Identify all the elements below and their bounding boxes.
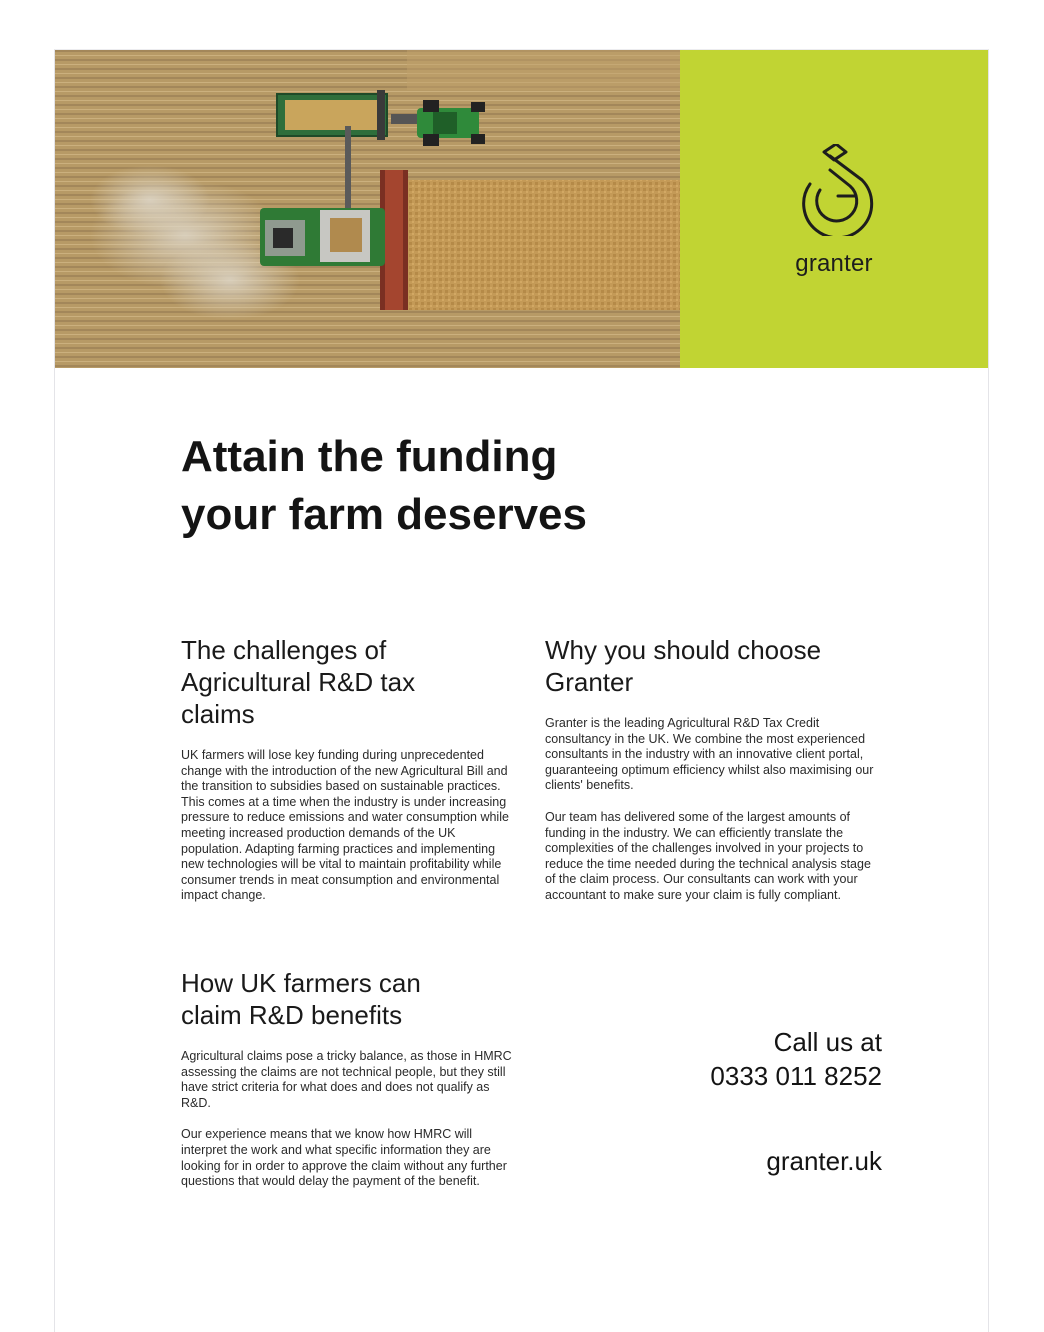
- call-label: Call us at: [773, 1027, 882, 1057]
- hero-banner: [55, 50, 988, 368]
- why-heading-line-1: Why you should choose: [545, 635, 822, 665]
- headline-line-2: your farm deserves: [181, 490, 587, 539]
- challenges-heading-line-2: Agricultural R&D tax: [181, 667, 416, 697]
- how-heading-line-2: claim R&D benefits: [181, 1000, 403, 1030]
- aerial-harvest-photo: [55, 50, 680, 368]
- why-heading-line-2: Granter: [545, 667, 634, 697]
- page-headline: [181, 428, 741, 544]
- granter-logo-icon: [792, 144, 884, 236]
- why-granter-section: [545, 634, 875, 904]
- contact-block: [710, 1025, 882, 1093]
- phone-number: 0333 011 8252: [710, 1061, 882, 1091]
- brand-wordmark: granter: [795, 250, 873, 277]
- challenges-body: UK farmers will lose key funding during unprecedented change with the introduction of the new Agricultural Bill and the transition to subsidies based on sustainable practices. This comes at a time when the industry is under increasing pressure to reduce emissions and water consumption while meeting increased production demands of the UK population. Adapting farming practices and implementing new technologies will be vital to maintain profitability while consumer trends in meat consumption and environmental impact change.: [181, 748, 509, 903]
- why-granter-heading: [545, 634, 875, 698]
- challenges-section: [181, 634, 511, 904]
- flyer-page: [54, 49, 989, 1332]
- how-paragraph-2: Our experience means that we know how HMRC will interpret the work and what specific information they are looking for in order to approve the claim without any further questions that would delay the payment of the benefit.: [181, 1127, 507, 1189]
- how-to-claim-heading: [181, 967, 521, 1031]
- how-paragraph-1: Agricultural claims pose a tricky balance, as those in HMRC assessing the claims are not technical people, but they still have strict criteria for what does and does not qualify as R&D.: [181, 1049, 512, 1110]
- challenges-heading-line-1: The challenges of: [181, 635, 387, 665]
- challenges-heading: [181, 634, 471, 730]
- challenges-heading-line-3: claims: [181, 699, 255, 729]
- why-paragraph-2: Our team has delivered some of the largest amounts of funding in the industry. We can efficiently translate the complexities of the challenges involved in your projects to reduce the time needed during the technical analysis stage of the claim process. Our consultants can work with your accountant to make sure your claim is fully compliant.: [545, 809, 871, 902]
- why-paragraph-1: Granter is the leading Agricultural R&D Tax Credit consultancy in the UK. We combine the most experienced consultants in the industry with an innovative client portal, guaranteeing optimum efficiency whilst also maximising our clients' benefits.: [545, 716, 874, 793]
- how-heading-line-1: How UK farmers can: [181, 968, 421, 998]
- headline-line-1: Attain the funding: [181, 432, 558, 481]
- how-to-claim-section: [181, 967, 521, 1190]
- website-link: granter.uk: [766, 1146, 882, 1176]
- brand-panel: [680, 50, 988, 368]
